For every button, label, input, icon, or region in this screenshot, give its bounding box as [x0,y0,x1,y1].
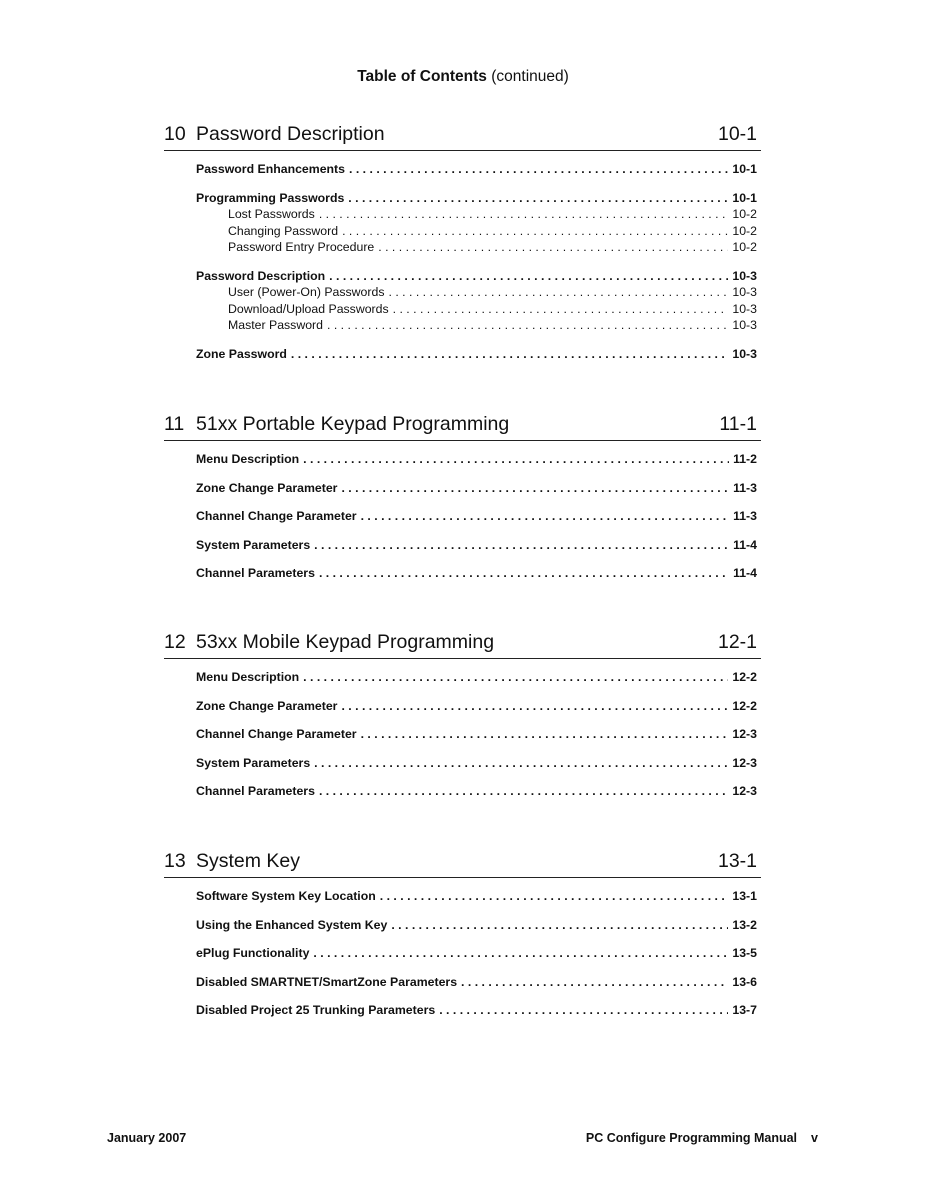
footer-date: January 2007 [107,1131,187,1145]
toc-entry[interactable] [196,698,757,715]
toc-entries [196,451,757,582]
entry-page: 13-5 [732,946,757,960]
entry-page: 13-7 [732,1003,757,1017]
page-title [0,68,926,86]
entry-label: Zone Change Parameter [196,698,338,713]
toc-subentry[interactable] [196,301,757,318]
entry-page: 10-1 [732,190,757,205]
chapter-12 [164,628,761,800]
entry-label: Using the Enhanced System Key [196,917,388,932]
entry-label: User (Power-On) Passwords [228,285,385,299]
toc-subentry[interactable] [196,239,757,256]
entry-label: Zone Password [196,346,287,361]
entry-label: Master Password [228,318,323,332]
chapter-page: 11-1 [719,413,757,435]
dot-leader [319,565,729,582]
entry-page: 11-3 [733,480,757,495]
entry-label: System Parameters [196,537,311,552]
entry-page: 13-2 [732,917,757,932]
chapter-13 [164,847,761,1019]
entry-page: 10-3 [732,318,757,332]
toc-entry[interactable] [196,480,757,497]
toc-subentry[interactable] [196,223,757,240]
toc-entry[interactable] [196,346,757,363]
entry-page: 12-3 [732,784,757,798]
toc-entry[interactable] [196,451,757,468]
toc-entry[interactable] [196,669,757,686]
entry-page: 11-2 [733,452,757,466]
chapter-title: Password Description [196,123,385,145]
entry-page: 12-3 [732,755,757,770]
toc-entry[interactable] [196,755,757,772]
toc-entry[interactable] [196,945,757,962]
dot-leader [439,1002,728,1019]
dot-leader [313,945,728,962]
entry-page: 12-3 [732,727,757,741]
chapter-10 [164,120,761,362]
dot-leader [380,888,729,905]
dot-leader [378,239,728,256]
entry-page: 10-1 [732,162,757,176]
entry-label: ePlug Functionality [196,946,310,960]
chapter-heading[interactable] [164,120,761,151]
dot-leader [314,537,729,554]
entry-label: Menu Description [196,452,300,466]
entry-label: Channel Change Parameter [196,727,357,741]
entry-page: 10-2 [732,207,757,221]
entry-page: 11-4 [733,537,757,552]
dot-leader [361,508,729,525]
toc-entries [196,669,757,800]
entry-label: Changing Password [228,223,339,238]
dot-leader [348,190,728,207]
dot-leader [342,223,728,240]
chapter-heading[interactable] [164,628,761,659]
dot-leader [388,284,728,301]
entry-label: Lost Passwords [228,207,315,221]
entry-label: Password Enhancements [196,162,345,176]
entry-label: Download/Upload Passwords [228,301,389,316]
entry-page: 13-1 [732,889,757,903]
chapter-heading[interactable] [164,847,761,878]
entry-page: 10-3 [732,301,757,316]
dot-leader [391,917,728,934]
entry-label: Channel Parameters [196,784,315,798]
entry-label: Menu Description [196,670,300,684]
entry-label: Programming Passwords [196,190,345,205]
dot-leader [341,698,728,715]
dot-leader [461,974,728,991]
chapter-number: 11 [164,413,185,435]
entry-page: 13-6 [732,974,757,989]
toc-subentry[interactable] [196,317,757,334]
chapter-title: 53xx Mobile Keypad Programming [196,631,495,653]
toc-entries [196,161,757,362]
dot-leader [329,268,728,285]
chapter-title: System Key [196,850,301,872]
chapter-number: 13 [164,850,186,872]
toc-continued: (continued) [491,68,569,85]
chapter-number: 12 [164,631,186,653]
entry-page: 10-3 [732,268,757,283]
entry-label: Password Entry Procedure [228,240,375,254]
toc-entry[interactable] [196,726,757,743]
entry-label: Disabled Project 25 Trunking Parameters [196,1003,436,1017]
entry-page: 10-2 [732,240,757,254]
toc-entry[interactable] [196,508,757,525]
toc-heading: Table of Contents [357,68,487,85]
entry-page: 10-3 [732,285,757,299]
chapter-title: 51xx Portable Keypad Programming [196,413,510,435]
entry-label: System Parameters [196,755,311,770]
dot-leader [303,669,728,686]
entry-label: Password Description [196,268,326,283]
dot-leader [393,301,729,318]
entry-label: Channel Parameters [196,566,315,580]
footer-page-number: v [811,1131,818,1145]
chapter-page: 13-1 [717,850,757,872]
chapter-heading[interactable] [164,410,761,441]
chapter-number: 10 [164,123,186,145]
dot-leader [291,346,728,363]
entry-page: 11-4 [733,566,757,580]
dot-leader [319,206,729,223]
toc-entry[interactable] [196,917,757,934]
toc-subentry[interactable] [196,284,757,301]
entry-page: 11-3 [733,509,757,523]
dot-leader [349,161,728,178]
entry-page: 12-2 [732,698,757,713]
toc-entry[interactable] [196,888,757,905]
entry-label: Disabled SMARTNET/SmartZone Parameters [196,974,458,989]
toc-entry[interactable] [196,974,757,991]
chapter-page: 12-1 [717,631,757,653]
chapter-page: 10-1 [717,123,757,145]
entry-label: Channel Change Parameter [196,509,357,523]
toc-entry[interactable] [196,268,757,285]
toc-entry[interactable] [196,783,757,800]
toc-entry[interactable] [196,161,757,178]
footer-manual-title: PC Configure Programming Manual [585,1131,798,1145]
entry-page: 10-2 [732,223,757,238]
entry-page: 10-3 [732,346,757,361]
entry-label: Software System Key Location [196,889,376,903]
dot-leader [303,451,729,468]
toc-entry[interactable] [196,537,757,554]
dot-leader [319,783,728,800]
entry-label: Zone Change Parameter [196,480,338,495]
dot-leader [341,480,729,497]
chapter-11 [164,410,761,582]
toc-entry[interactable] [196,190,757,207]
dot-leader [361,726,729,743]
footer-right [586,1131,818,1145]
toc-entry[interactable] [196,565,757,582]
dot-leader [314,755,728,772]
toc-subentry[interactable] [196,206,757,223]
toc-entry[interactable] [196,1002,757,1019]
toc-entries [196,888,757,1019]
entry-page: 12-2 [732,670,757,684]
dot-leader [327,317,728,334]
